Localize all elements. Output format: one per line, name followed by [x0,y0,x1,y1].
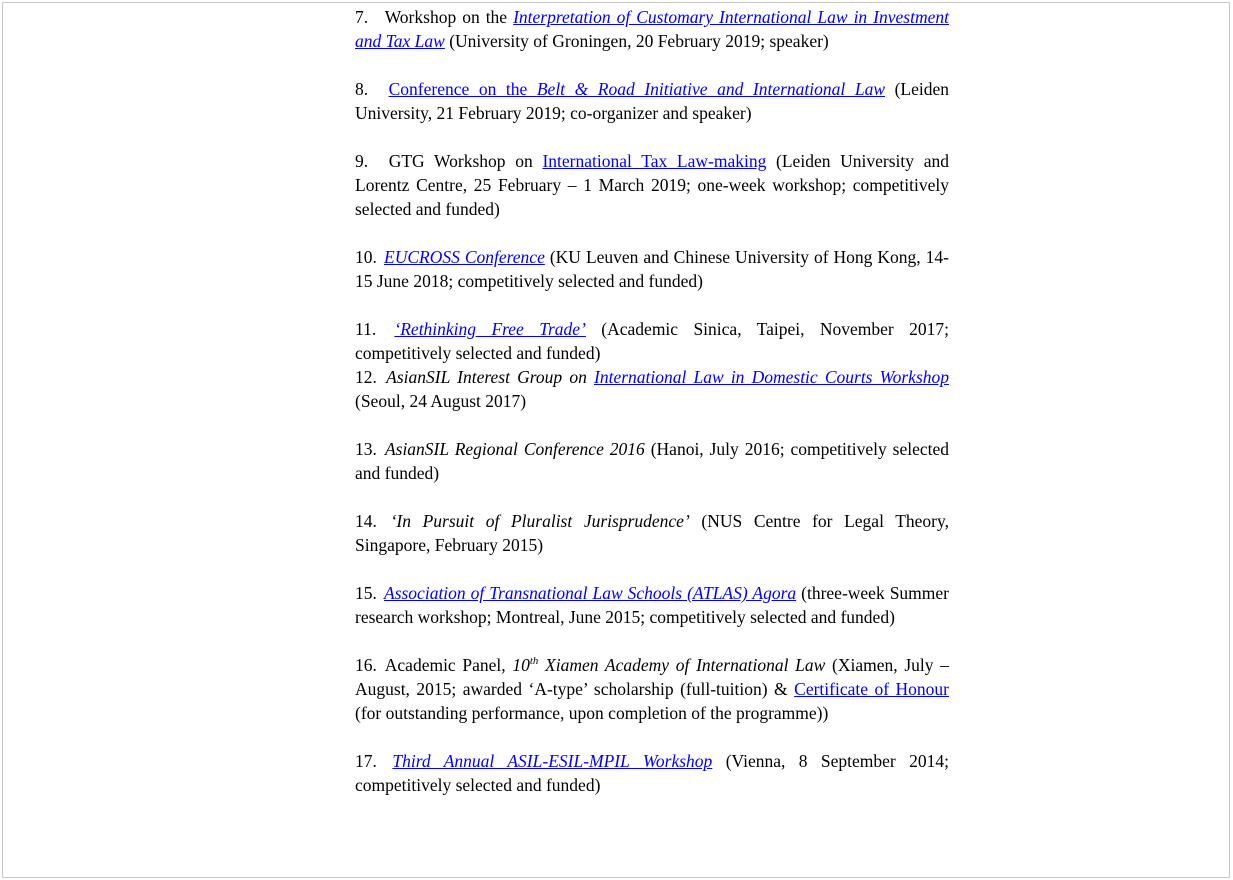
text-run: (Xiamen, July – August, 2015; awarded ‘A-type’ scholarship (full-tuition) & [355,655,949,699]
text-run: AsianSIL Regional Conference 2016 [384,439,645,459]
text-run: (Seoul, 24 August 2017) [355,391,527,411]
text-run: (three-week Summer research workshop; Montreal, June 2015; competitively selected and funded) [355,583,949,627]
list-item [355,149,949,221]
text-run: (for outstanding performance, upon completion of the programme)) [355,703,829,723]
list-item [355,653,949,725]
list-item [355,365,949,413]
item-number: 8. [355,79,369,99]
event-link[interactable]: EUCROSS Conference [384,247,545,267]
text-run: (Leiden University and Lorentz Centre, 25 February – 1 March 2019; one-week workshop; competitively selected and funded) [355,151,949,219]
event-link[interactable]: ‘Rethinking Free Trade’ [394,319,586,339]
text-run: AsianSIL Interest Group on [386,367,594,387]
text-run: (KU Leuven and Chinese University of Hong Kong, 14-15 June 2018; competitively selected and funded) [355,247,949,291]
list-item [355,245,949,293]
event-link[interactable]: Association of Transnational Law Schools (ATLAS) Agora [384,583,797,603]
event-link[interactable]: International Tax Law-making [542,151,767,171]
item-number: 7. [355,7,369,27]
event-link[interactable]: International Law in Domestic Courts Workshop [594,367,950,387]
list-item [355,5,949,53]
text-run: Workshop on the [384,7,514,27]
cv-list [355,5,949,797]
text-run: th [529,655,539,668]
event-link[interactable]: Third Annual ASIL-ESIL-MPIL Workshop [392,751,713,771]
item-number: 16. [355,655,377,675]
event-link[interactable]: Certificate of Honour [794,679,949,699]
item-number: 10. [355,247,377,267]
list-item [355,509,949,557]
text-run: (Leiden University, 21 February 2019; co-organizer and speaker) [355,79,950,123]
text-run: (Academic Sinica, Taipei, November 2017; competitively selected and funded) [355,319,950,363]
text-run: Academic Panel, [384,655,513,675]
event-link[interactable]: Belt & Road Initiative and International Law [536,79,886,99]
item-number: 17. [355,751,377,771]
text-run: (University of Groningen, 20 February 2019; speaker) [444,31,829,51]
item-number: 11. [355,319,377,339]
list-item [355,77,949,125]
list-item [355,581,949,629]
text-run: GTG Workshop on [388,151,543,171]
item-number: 13. [355,439,377,459]
item-number: 12. [355,367,377,387]
text-run: Xiamen Academy of International Law [538,655,826,675]
item-number: 15. [355,583,377,603]
list-item [355,317,949,365]
text-run: (Hanoi, July 2016; competitively selected and funded) [355,439,949,483]
item-number: 14. [355,511,377,531]
text-run: 10 [512,655,530,675]
text-run: ‘In Pursuit of Pluralist Jurisprudence’ [390,511,690,531]
list-item [355,437,949,485]
list-item [355,749,949,797]
event-link[interactable]: Interpretation of Customary International Law in Investment and Tax Law [355,7,949,51]
event-link[interactable]: Conference on the [388,79,537,99]
text-run: (Vienna, 8 September 2014; competitively selected and funded) [355,751,950,795]
text-run: (NUS Centre for Legal Theory, Singapore, February 2015) [355,511,949,555]
item-number: 9. [355,151,369,171]
